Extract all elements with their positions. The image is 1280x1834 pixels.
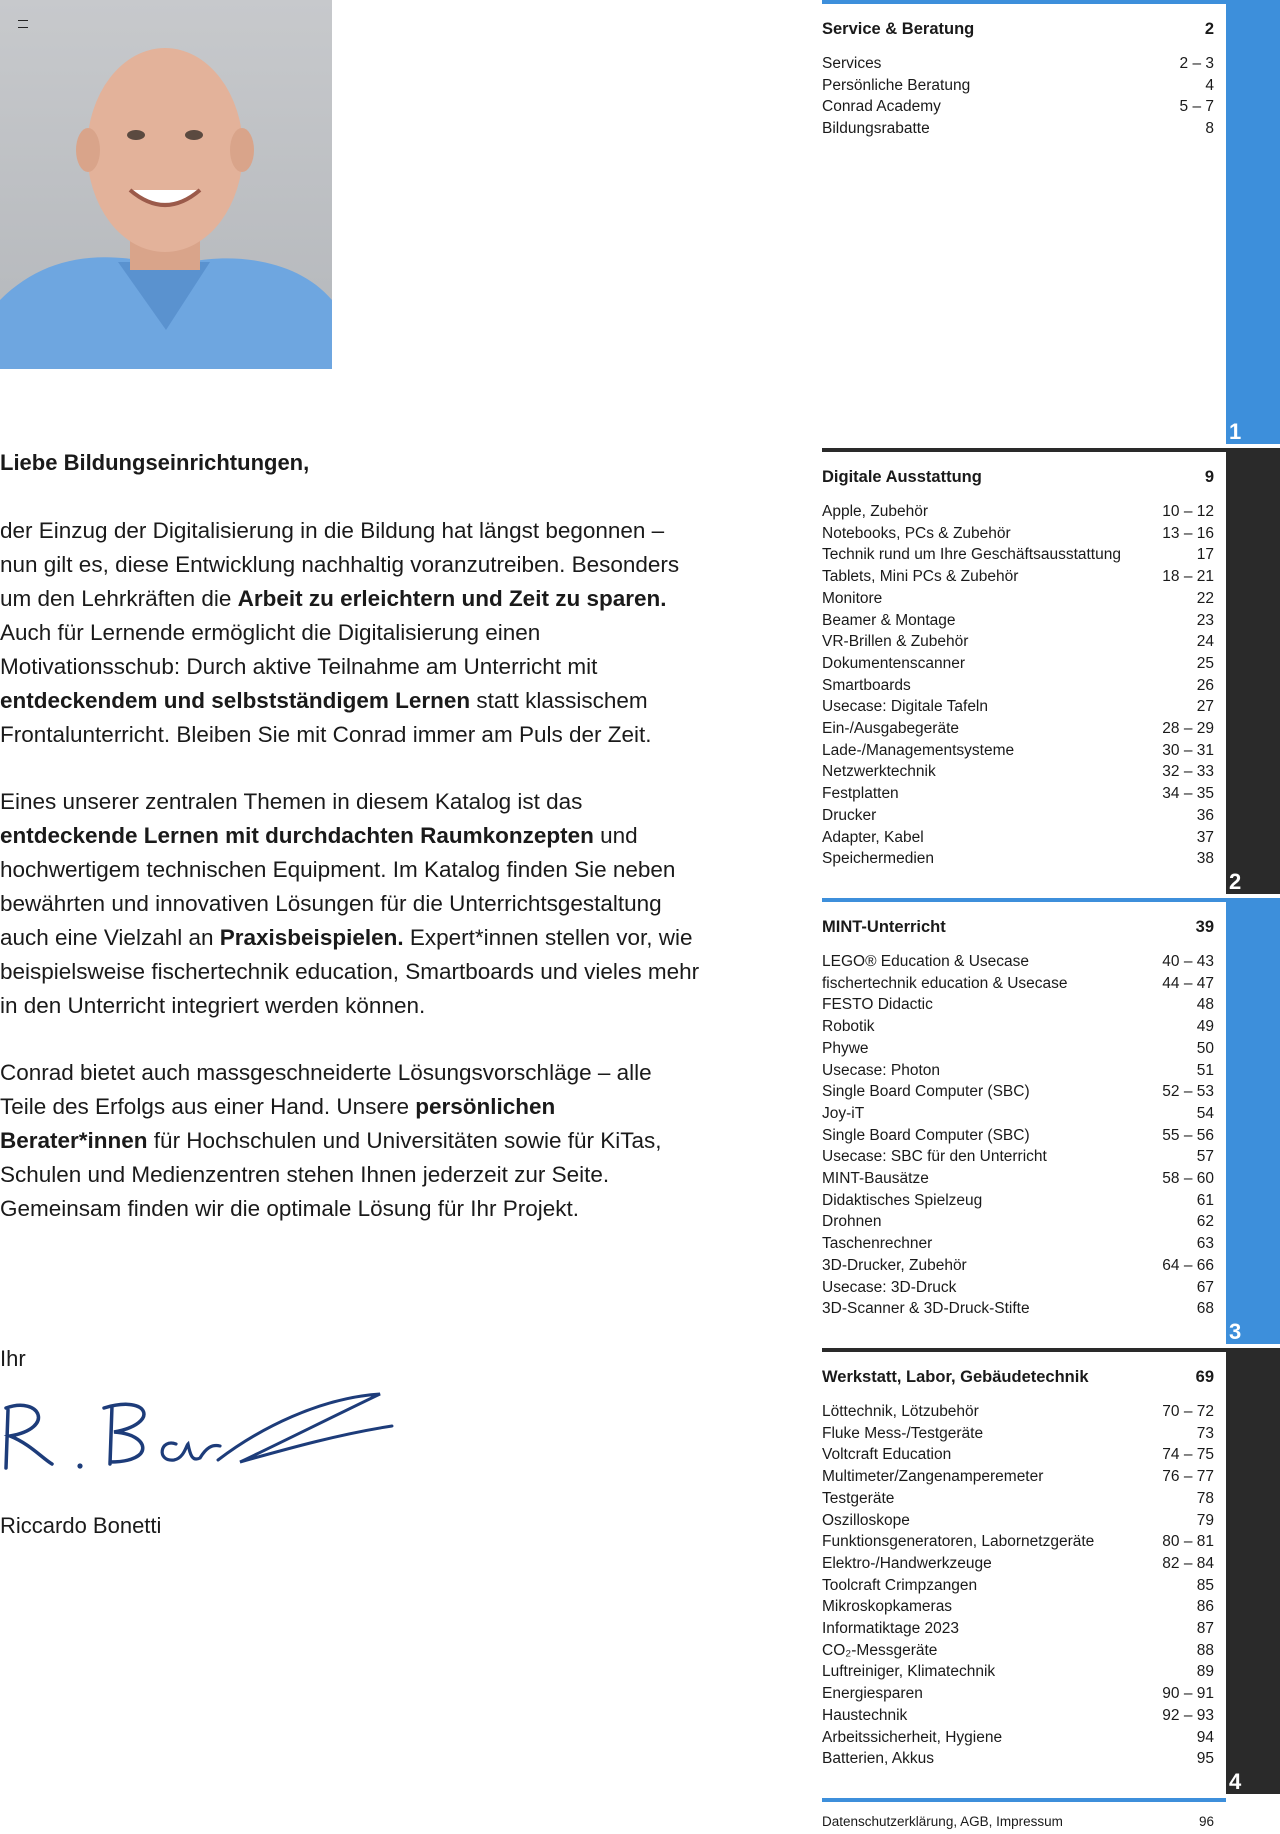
toc-heading-title: Werkstatt, Labor, Gebäudetechnik xyxy=(822,1368,1089,1386)
toc-entry-label: Funktionsgeneratoren, Labornetzgeräte xyxy=(822,1533,1095,1551)
toc-entry-page: 61 xyxy=(1196,1191,1214,1209)
toc-entry-label: Apple, Zubehör xyxy=(822,503,928,520)
toc-entry-page: 63 xyxy=(1196,1235,1214,1253)
letter-closing: Ihr xyxy=(0,1346,26,1371)
section-4-number: 4 xyxy=(1229,1769,1242,1794)
emphasis-text: persönlichen Berater*innen xyxy=(0,1094,556,1153)
footer-legal[interactable] xyxy=(822,1814,1214,1829)
toc-entry-page: 8 xyxy=(1205,120,1214,138)
toc-entry[interactable] xyxy=(822,588,1214,610)
toc-entry-label: Services xyxy=(822,55,882,72)
toc-entry[interactable] xyxy=(822,675,1214,697)
toc-entry-label: Toolcraft Crimpzangen xyxy=(822,1576,978,1594)
toc-entry[interactable] xyxy=(822,761,1214,783)
section-1-number: 1 xyxy=(1229,419,1242,444)
toc-entry[interactable] xyxy=(822,994,1214,1016)
toc-entry-label: Informatiktage 2023 xyxy=(822,1620,960,1638)
toc-entry[interactable] xyxy=(822,827,1214,849)
toc-entry-page: 70 – 72 xyxy=(1162,1403,1214,1420)
letter-greeting: Liebe Bildungseinrichtungen, xyxy=(0,450,310,475)
toc-entry-label: Phywe xyxy=(822,1039,869,1057)
toc-entry[interactable] xyxy=(822,566,1214,588)
toc-entry-page: 87 xyxy=(1196,1620,1214,1638)
toc-entry-label: Robotik xyxy=(822,1018,875,1036)
toc-entry-label: Taschenrechner xyxy=(822,1235,933,1253)
toc-entry-page: 54 xyxy=(1196,1104,1214,1122)
footer-rule xyxy=(822,1798,1226,1802)
toc-entry-page: 51 xyxy=(1196,1061,1214,1079)
toc-entry[interactable] xyxy=(822,740,1214,762)
toc-entry[interactable] xyxy=(822,1125,1214,1147)
toc-entry[interactable] xyxy=(822,1060,1214,1082)
toc-entry-page: 82 – 84 xyxy=(1162,1554,1214,1572)
toc-entry[interactable] xyxy=(822,951,1214,973)
toc-entry-label: MINT-Bausätze xyxy=(822,1170,929,1188)
toc-entry[interactable] xyxy=(822,1705,1214,1727)
toc-entry-label: Luftreiniger, Klimatechnik xyxy=(822,1663,996,1681)
section-2-number: 2 xyxy=(1229,869,1242,894)
toc-section-heading[interactable] xyxy=(822,1350,1214,1387)
signature-image xyxy=(0,1388,400,1493)
toc-entry-label: Netzwerktechnik xyxy=(822,763,936,781)
toc-entry-label: FESTO Didactic xyxy=(822,996,933,1014)
toc-entry-label: fischertechnik education & Usecase xyxy=(822,974,1068,992)
toc-entry[interactable] xyxy=(822,1277,1214,1299)
toc-entry-label: Joy-iT xyxy=(822,1104,865,1122)
toc-entry-label: Fluke Mess-/Testgeräte xyxy=(822,1424,984,1442)
toc-section-heading[interactable] xyxy=(822,2,1214,39)
toc-entry[interactable] xyxy=(822,1016,1214,1038)
toc-entry-page: 68 xyxy=(1196,1300,1214,1318)
toc-section-4 xyxy=(822,1350,1214,1770)
toc-entry-page: 26 xyxy=(1196,676,1214,694)
toc-entry[interactable] xyxy=(822,1211,1214,1233)
toc-entry[interactable] xyxy=(822,1233,1214,1255)
toc-entry[interactable] xyxy=(822,1510,1214,1532)
toc-entry[interactable] xyxy=(822,523,1214,545)
toc-entry-page: 10 – 12 xyxy=(1162,503,1214,520)
toc-entry-page: 2 – 3 xyxy=(1179,55,1214,72)
toc-entry-label: Oszilloskope xyxy=(822,1511,910,1529)
toc-entry-label: Notebooks, PCs & Zubehör xyxy=(822,524,1011,542)
toc-entry-label: Beamer & Montage xyxy=(822,611,956,629)
toc-entry-label: LEGO® Education & Usecase xyxy=(822,953,1029,970)
toc-entry-label: CO₂-Messgeräte xyxy=(822,1641,938,1659)
toc-entry[interactable] xyxy=(822,1103,1214,1125)
photo-marker xyxy=(18,20,28,28)
section-3-number: 3 xyxy=(1229,1319,1242,1344)
section-2-tab[interactable] xyxy=(1226,448,1280,894)
toc-entry[interactable] xyxy=(822,75,1214,97)
toc-entry-page: 27 xyxy=(1196,698,1214,716)
toc-entry[interactable] xyxy=(822,1640,1214,1662)
toc-entry-page: 48 xyxy=(1196,996,1214,1014)
toc-entry-label: Energiesparen xyxy=(822,1685,923,1703)
toc-entry-label: Ein-/Ausgabegeräte xyxy=(822,720,960,738)
toc-entry-label: Löttechnik, Lötzubehör xyxy=(822,1403,979,1420)
toc-entry-label: Conrad Academy xyxy=(822,98,941,116)
toc-entry[interactable] xyxy=(822,1531,1214,1553)
toc-entry-page: 62 xyxy=(1196,1213,1214,1231)
toc-entry-label: Single Board Computer (SBC) xyxy=(822,1083,1030,1101)
emphasis-text: Praxisbeispielen. xyxy=(219,925,404,950)
toc-entry-page: 17 xyxy=(1196,546,1214,564)
toc-entry-page: 36 xyxy=(1196,806,1214,824)
toc-heading-page: 2 xyxy=(1204,20,1214,38)
toc-entry-page: 57 xyxy=(1196,1148,1214,1166)
toc-entry[interactable] xyxy=(822,1401,1214,1423)
toc-heading-page: 69 xyxy=(1195,1368,1214,1386)
letter-paragraph-2: Eines unserer zentralen Themen in diesem Katalog ist das entdeckende Lernen mit durchdachten Raumkonzepten und hochwertigem technischen Equipment. Im Katalog finden Sie neben bewährten und innovativen Lösungen für die Unterrichtsgestaltung auch eine Vielzahl an Praxisbeispielen. Expert*innen stellen vor, wie beispielsweise fischertechnik education, Smartboards und vieles mehr in den Unterricht integriert werden können. xyxy=(0,789,700,1018)
toc-section-2 xyxy=(822,450,1214,870)
toc-entry-page: 44 – 47 xyxy=(1162,974,1214,992)
toc-entry-label: Elektro-/Handwerkzeuge xyxy=(822,1554,992,1572)
toc-heading-title: MINT-Unterricht xyxy=(822,918,946,936)
toc-entry-page: 64 – 66 xyxy=(1162,1256,1214,1274)
letter-paragraph-3: Conrad bietet auch massgeschneiderte Lösungsvorschläge – alle Teile des Erfolgs aus einer Hand. Unsere persönlichen Berater*innen für Hochschulen und Universitäten sowie für KiTas, Schulen und Medienzentren stehen Ihnen jederzeit zur Seite. Gemeinsam finden wir die optimale Lösung für Ihr Projekt. xyxy=(0,1060,662,1221)
welcome-letter xyxy=(0,446,700,1226)
toc-entry[interactable] xyxy=(822,544,1214,566)
toc-entry-page: 37 xyxy=(1196,828,1214,846)
toc-entry-label: Usecase: Digitale Tafeln xyxy=(822,698,988,716)
toc-entry[interactable] xyxy=(822,1081,1214,1103)
toc-entry-label: 3D-Drucker, Zubehör xyxy=(822,1256,967,1274)
toc-entry-label: Festplatten xyxy=(822,785,899,803)
toc-entry[interactable] xyxy=(822,118,1214,140)
toc-entry-label: Dokumentenscanner xyxy=(822,654,966,672)
toc-entry-page: 38 xyxy=(1196,850,1214,868)
toc-entry-label: Usecase: SBC für den Unterricht xyxy=(822,1148,1047,1166)
toc-entry[interactable] xyxy=(822,1168,1214,1190)
toc-entry-label: Lade-/Managementsysteme xyxy=(822,741,1015,759)
toc-section-heading[interactable] xyxy=(822,900,1214,937)
emphasis-text: entdeckendem und selbstständigem Lernen xyxy=(0,688,471,713)
portrait-illustration xyxy=(0,0,332,369)
toc-entry[interactable] xyxy=(822,501,1214,523)
toc-entry-label: Persönliche Beratung xyxy=(822,76,971,94)
toc-entry-page: 67 xyxy=(1196,1278,1214,1296)
toc-entry-page: 5 – 7 xyxy=(1179,98,1214,116)
toc-entry[interactable] xyxy=(822,1727,1214,1749)
emphasis-text: entdeckende Lernen mit durchdachten Raumkonzepten xyxy=(0,823,594,848)
toc-entry[interactable] xyxy=(822,848,1214,870)
toc-heading-page: 39 xyxy=(1195,918,1214,936)
toc-entry[interactable] xyxy=(822,1553,1214,1575)
toc-entry-page: 32 – 33 xyxy=(1162,763,1214,781)
toc-entry-page: 78 xyxy=(1196,1489,1214,1507)
toc-entry-label: Usecase: 3D-Druck xyxy=(822,1278,957,1296)
toc-entry-page: 74 – 75 xyxy=(1162,1446,1214,1464)
toc-entry-page: 40 – 43 xyxy=(1162,953,1214,970)
toc-section-3 xyxy=(822,900,1214,1320)
toc-entry[interactable] xyxy=(822,1748,1214,1770)
toc-entry-page: 92 – 93 xyxy=(1162,1706,1214,1724)
signer-name: Riccardo Bonetti xyxy=(0,1513,162,1538)
toc-entry-page: 85 xyxy=(1196,1576,1214,1594)
toc-section-1 xyxy=(822,2,1214,140)
toc-entry[interactable] xyxy=(822,1255,1214,1277)
toc-entry[interactable] xyxy=(822,1683,1214,1705)
toc-entry-label: Batterien, Akkus xyxy=(822,1750,935,1768)
section-3-tab[interactable] xyxy=(1226,898,1280,1344)
toc-entry[interactable] xyxy=(822,1190,1214,1212)
toc-entry[interactable] xyxy=(822,1575,1214,1597)
toc-entry-page: 79 xyxy=(1196,1511,1214,1529)
toc-entry-label: Testgeräte xyxy=(822,1489,895,1507)
toc-entry[interactable] xyxy=(822,805,1214,827)
toc-entry-label: Speichermedien xyxy=(822,850,935,868)
toc-entry-label: 3D-Scanner & 3D-Druck-Stifte xyxy=(822,1300,1030,1318)
toc-entry[interactable] xyxy=(822,973,1214,995)
letter-paragraph-1: der Einzug der Digitalisierung in die Bildung hat längst begonnen – nun gilt es, diese Entwicklung nachhaltig voranzutreiben. Besonders um den Lehrkräften die Arbeit zu erleichtern und Zeit zu sparen. Auch für Lernende ermöglicht die Digitalisierung einen Motivationsschub: Durch aktive Teilnahme am Unterricht mit entdeckendem und selbstständigem Lernen statt klassischem Frontalunterricht. Bleiben Sie mit Conrad immer am Puls der Zeit. xyxy=(0,518,680,747)
toc-entry-label: Bildungsrabatte xyxy=(822,120,930,138)
toc-entry[interactable] xyxy=(822,1596,1214,1618)
toc-entry[interactable] xyxy=(822,1298,1214,1320)
toc-entry[interactable] xyxy=(822,1038,1214,1060)
toc-entry-page: 23 xyxy=(1196,611,1214,629)
toc-entry-label: Drucker xyxy=(822,806,877,824)
toc-entry[interactable] xyxy=(822,783,1214,805)
toc-entry[interactable] xyxy=(822,1661,1214,1683)
toc-entry-page: 4 xyxy=(1205,76,1214,94)
section-4-tab[interactable] xyxy=(1226,1348,1280,1794)
toc-heading-title: Digitale Ausstattung xyxy=(822,468,982,486)
footer-label: Datenschutzerklärung, AGB, Impressum xyxy=(822,1814,1063,1829)
footer-page: 96 xyxy=(1198,1814,1214,1829)
toc-entry-page: 94 xyxy=(1196,1728,1214,1746)
toc-entry-label: Single Board Computer (SBC) xyxy=(822,1126,1030,1144)
toc-entry-page: 88 xyxy=(1196,1641,1214,1659)
toc-entry-label: Drohnen xyxy=(822,1213,882,1231)
toc-entry-page: 13 – 16 xyxy=(1162,524,1214,542)
toc-entry-page: 73 xyxy=(1196,1424,1214,1442)
toc-entry-page: 80 – 81 xyxy=(1162,1533,1214,1551)
emphasis-text: Arbeit zu erleichtern und Zeit zu sparen. xyxy=(237,586,667,611)
toc-entry-page: 34 – 35 xyxy=(1162,785,1214,803)
toc-entry-page: 30 – 31 xyxy=(1162,741,1214,759)
author-portrait xyxy=(0,0,332,369)
toc-entry[interactable] xyxy=(822,1146,1214,1168)
toc-entry-page: 89 xyxy=(1196,1663,1214,1681)
toc-entry[interactable] xyxy=(822,696,1214,718)
toc-entry-label: Monitore xyxy=(822,589,883,607)
toc-entry-page: 52 – 53 xyxy=(1162,1083,1214,1101)
toc-entry[interactable] xyxy=(822,1618,1214,1640)
toc-entry-label: Mikroskopkameras xyxy=(822,1598,953,1616)
toc-entry[interactable] xyxy=(822,96,1214,118)
toc-entry-page: 18 – 21 xyxy=(1162,568,1214,586)
section-1-tab[interactable] xyxy=(1226,0,1280,444)
toc-entry-page: 24 xyxy=(1196,633,1214,651)
toc-entry[interactable] xyxy=(822,610,1214,632)
toc-entry-page: 49 xyxy=(1196,1018,1214,1036)
toc-entry[interactable] xyxy=(822,653,1214,675)
toc-entry-label: VR-Brillen & Zubehör xyxy=(822,633,969,651)
toc-entry[interactable] xyxy=(822,1488,1214,1510)
toc-entry-page: 22 xyxy=(1196,589,1214,607)
toc-entry[interactable] xyxy=(822,1444,1214,1466)
toc-entry[interactable] xyxy=(822,1423,1214,1445)
toc-entry-label: Technik rund um Ihre Geschäftsausstattung xyxy=(822,546,1121,564)
toc-entry-page: 25 xyxy=(1196,654,1214,672)
toc-entry-label: Adapter, Kabel xyxy=(822,828,924,846)
toc-entry-page: 55 – 56 xyxy=(1162,1126,1214,1144)
toc-entry-label: Tablets, Mini PCs & Zubehör xyxy=(822,568,1019,586)
toc-entry[interactable] xyxy=(822,718,1214,740)
toc-entry[interactable] xyxy=(822,1466,1214,1488)
toc-entry-label: Smartboards xyxy=(822,676,911,694)
toc-entry-label: Usecase: Photon xyxy=(822,1061,941,1079)
toc-heading-title: Service & Beratung xyxy=(822,20,975,38)
toc-entry[interactable] xyxy=(822,53,1214,75)
toc-entry-label: Multimeter/Zangenamperemeter xyxy=(822,1468,1044,1486)
toc-entry-page: 86 xyxy=(1196,1598,1214,1616)
toc-entry-page: 95 xyxy=(1196,1750,1214,1768)
toc-entry-page: 58 – 60 xyxy=(1162,1170,1214,1188)
toc-entry-page: 76 – 77 xyxy=(1162,1468,1214,1486)
toc-entry-label: Haustechnik xyxy=(822,1706,908,1724)
toc-entry-page: 90 – 91 xyxy=(1162,1685,1214,1703)
toc-entry-label: Voltcraft Education xyxy=(822,1446,952,1464)
toc-heading-page: 9 xyxy=(1204,468,1214,486)
toc-entry-label: Didaktisches Spielzeug xyxy=(822,1191,983,1209)
toc-entry-label: Arbeitssicherheit, Hygiene xyxy=(822,1728,1003,1746)
toc-entry-page: 28 – 29 xyxy=(1162,720,1214,738)
toc-section-heading[interactable] xyxy=(822,450,1214,487)
toc-entry-page: 50 xyxy=(1196,1039,1214,1057)
toc-entry[interactable] xyxy=(822,631,1214,653)
